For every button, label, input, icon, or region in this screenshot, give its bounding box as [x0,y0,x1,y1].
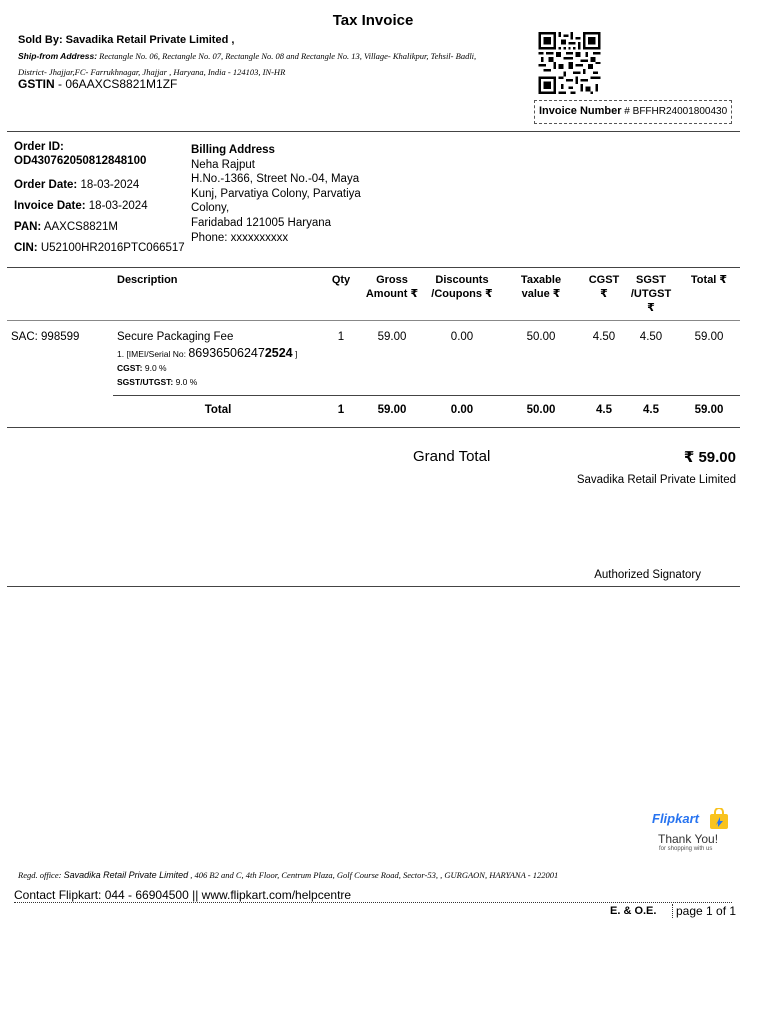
col-disc-1: Discounts [435,274,489,286]
col-total: Total ₹ [690,274,728,286]
col-cgst-2: ₹ [600,288,608,300]
invoice-number [534,100,732,124]
logo-tagline: for shopping with us [659,846,713,852]
row-total: 59.00 [694,331,724,343]
row-sgst-rate-label: SGST/UTGST: [117,377,174,387]
invoice-number-value: # BFFHR24001800430 [621,106,728,117]
logo-thank-you: Thank You! [658,832,719,846]
col-taxable-1: Taxable [520,274,562,286]
pan-value: AAXCS8821M [41,221,118,233]
col-sgst-1: SGST [636,274,666,286]
row-imei-main: 86936506247 [188,346,265,360]
row-discount: 0.00 [450,331,474,343]
signature-divider [7,586,740,587]
invoice-number-label: Invoice Number [539,105,622,117]
col-gross-2: Amount ₹ [365,288,419,300]
header-row-divider [7,320,740,321]
qr-code-icon [537,32,602,94]
row-cgst: 4.50 [592,331,616,343]
gstin-label: GSTIN [18,77,55,91]
totals-total: 59.00 [694,404,724,416]
shopping-bag-icon [708,808,730,830]
order-date-value: 18-03-2024 [77,179,140,191]
cin-label: CIN: [14,242,38,254]
row-cgst-rate [117,363,167,373]
row-cgst-rate-value: 9.0 % [142,363,167,373]
ship-from-line1: Rectangle No. 06, Rectangle No. 07, Rectangle No. 08 and Rectangle No. 13, Village- Khalikpur, Tehsil- Badli, [99,51,477,61]
row-sgst-rate-value: 9.0 % [173,377,198,387]
row-sgst: 4.50 [639,331,663,343]
totals-sgst: 4.5 [643,404,659,416]
billing-line3: Colony, [191,202,230,215]
invoice-date-label: Invoice Date: [14,200,86,212]
row-imei-prefix: 1. [IMEI/Serial No: [117,349,189,359]
table-bottom-divider [7,427,740,428]
row-imei [117,346,297,360]
regd-company: Savadika Retail Private Limited [63,870,189,880]
totals-label: Total [204,404,232,416]
billing-title: Billing Address [191,144,275,156]
col-description: Description [117,274,178,286]
row-cgst-rate-label: CGST: [117,363,143,373]
ship-from-label: Ship-from Address: [18,51,98,61]
ship-from-line2: District- Jhajjar,FC- Farrukhnagar, Jhajjar , Haryana, India - 124103, IN-HR [18,67,286,77]
totals-gross: 59.00 [377,404,407,416]
col-taxable-2: value ₹ [521,288,561,300]
totals-discount: 0.00 [450,404,474,416]
order-date-label: Order Date: [14,179,78,191]
logo-brand: Flipkart [652,811,699,826]
ship-from-address [18,48,518,80]
invoice-date-value: 18-03-2024 [85,200,148,212]
order-id-label: Order ID: [14,141,64,153]
grand-total-label: Grand Total [413,448,491,465]
gstin [18,77,177,91]
row-sac: SAC: 998599 [11,331,80,343]
col-cgst-1: CGST [588,274,620,286]
col-gross-1: Gross [376,274,408,286]
totals-taxable: 50.00 [526,404,556,416]
order-id-value: OD430762050812848100 [14,155,147,167]
row-imei-suffix: ] [292,349,298,359]
eoe: E. & O.E. [610,905,657,917]
billing-name: Neha Rajput [191,158,255,171]
billing-line2: Kunj, Parvatiya Colony, Parvatiya [191,187,361,200]
col-sgst-3: ₹ [647,302,655,314]
billing-address [191,143,371,245]
seller-name: Savadika Retail Private Limited [576,474,736,486]
footer-divider [14,902,732,903]
contact-flipkart: Contact Flipkart: 044 - 66904500 || www.flipkart.com/helpcentre [14,888,352,902]
row-description: Secure Packaging Fee [117,331,234,343]
col-gross [360,273,424,301]
col-sgst [626,273,676,315]
row-qty: 1 [337,331,345,343]
grand-total-value: ₹ 59.00 [683,449,736,466]
row-taxable: 50.00 [526,331,556,343]
gstin-value: - 06AAXCS8821M1ZF [54,77,178,91]
totals-cgst: 4.5 [596,404,612,416]
cin-value: U52100HR2016PTC066517 [37,242,185,254]
col-disc-2: /Coupons ₹ [431,288,493,300]
sold-by: Sold By: Savadika Retail Private Limited , [18,34,235,46]
table-top-divider [7,267,740,268]
col-sgst-2: /UTGST [630,288,672,300]
invoice-title: Tax Invoice [332,12,414,29]
col-discounts [426,273,498,301]
header-divider [7,131,740,132]
row-sgst-rate [117,377,197,387]
billing-phone: Phone: xxxxxxxxxx [191,231,289,244]
col-taxable [510,273,572,301]
order-details [14,140,185,262]
billing-line1: H.No.-1366, Street No.-04, Maya [191,173,360,186]
col-cgst [584,273,624,301]
row-gross: 59.00 [377,331,407,343]
page-number: page 1 of 1 [672,904,736,918]
row-imei-bold: 2524 [264,346,293,360]
authorized-signatory: Authorized Signatory [594,569,701,581]
totals-qty: 1 [337,404,345,416]
col-qty: Qty [331,274,351,286]
totals-top-divider [113,395,740,396]
registered-office [18,870,718,880]
regd-address: , 406 B2 and C, 4th Floor, Centrum Plaza, Golf Course Road, Sector-53, , GURGAON, HARYANA - 122001 [188,870,559,880]
billing-line4: Faridabad 121005 Haryana [191,216,332,229]
regd-label: Regd. office: [18,870,62,880]
pan-label: PAN: [14,221,42,233]
flipkart-logo [648,808,738,852]
